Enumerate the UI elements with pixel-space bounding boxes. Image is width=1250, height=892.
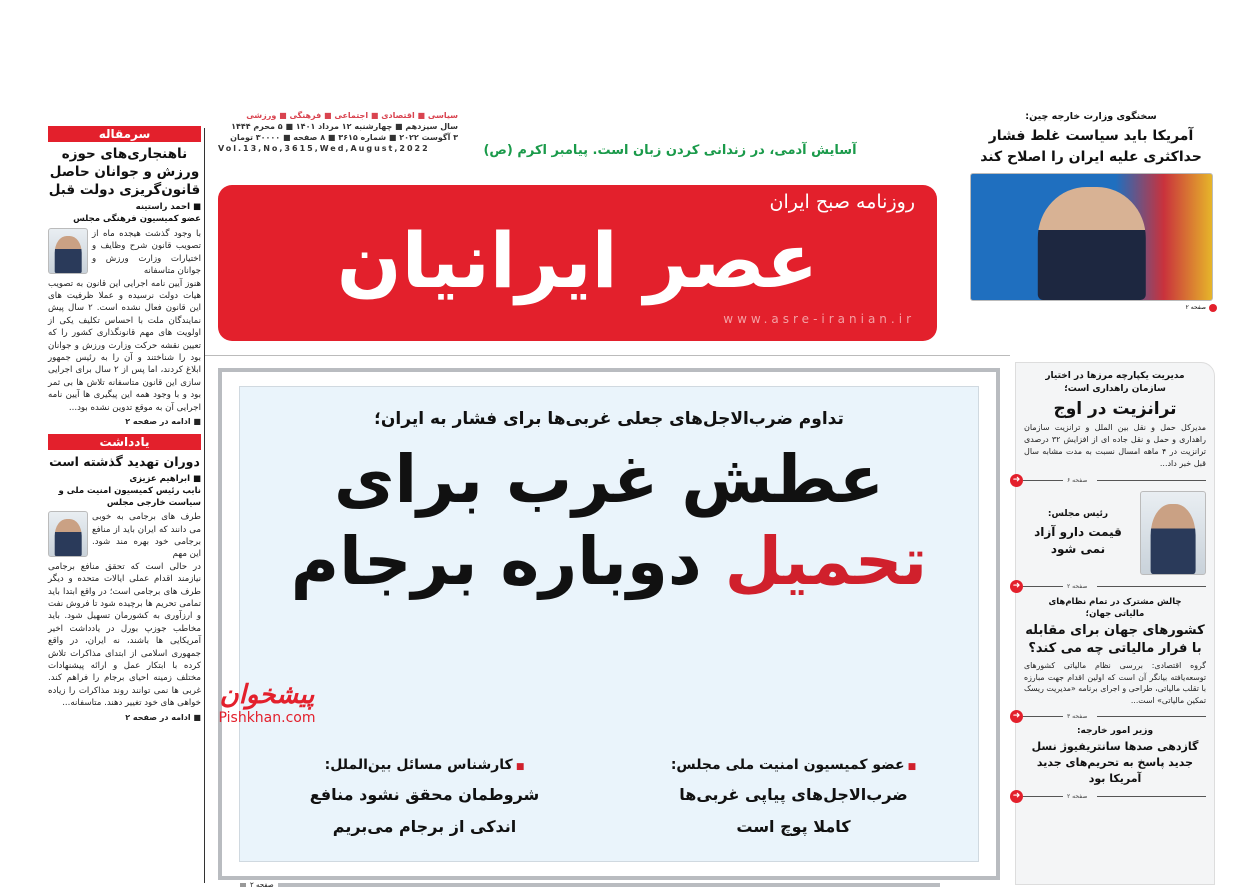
arrow-right-icon: ➜ xyxy=(1010,474,1023,487)
column-divider xyxy=(204,128,205,883)
issue-sections: سیاسی ■ اقتصادی ■ اجتماعی ■ فرهنگی ■ ورزشی xyxy=(246,111,458,120)
side-separator[interactable] xyxy=(1010,790,1206,802)
issue-line3: Vol.13,No,3615,Wed,August,2022 xyxy=(218,144,430,153)
sub-title: شروطمان محقق نشود منافع اندکی از برجام می‌بریم xyxy=(309,785,540,836)
side-body: گروه اقتصادی: بررسی نظام مالیاتی کشورهای توسعه‌یافته بیانگر آن است که اولین اقدام جهت مبارزه با تقلب مالیاتی، طراحی و اجرای برنامه «مدیریت ریسک تمکین مالیاتی» است... xyxy=(1024,661,1206,705)
top-story-page[interactable]: صفحه ۲ xyxy=(1185,304,1206,311)
lead-sub-story-1[interactable] xyxy=(609,757,978,843)
side-title: کشورهای جهان برای مقابله با فرار مالیاتی چه می کند؟ xyxy=(1025,623,1205,656)
lead-title-rest: دوباره برجام xyxy=(290,523,702,600)
left-column xyxy=(48,126,201,724)
top-story[interactable] xyxy=(965,110,1217,312)
issue-line2: ۳ آگوست ۲۰۲۲ ■ شماره ۳۶۱۵ ■ ۸ صفحه ■ ۳۰۰۰۰ تومان xyxy=(230,133,458,142)
arrow-right-icon: ➜ xyxy=(1010,710,1023,723)
bullet-icon: ■ xyxy=(512,762,525,772)
top-story-title: آمریکا باید سیاست غلط فشار حداکثری علیه ایران را اصلاح کند xyxy=(980,128,1202,165)
sub-kicker: عضو کمیسیون امنیت ملی مجلس: xyxy=(670,757,905,773)
page-ref-label: صفحه ۲ xyxy=(250,881,274,889)
side-separator[interactable] xyxy=(1010,710,1206,722)
note-body-top: طرف های برجامی به خوبی می دانند که ایران باید از منافع برجامی خود بهره مند شود. این مهم xyxy=(92,512,201,560)
lead-title-line1[interactable]: عطش غرب برای xyxy=(333,441,885,518)
side-story-3[interactable] xyxy=(1024,596,1206,706)
editorial-label: سرمقاله xyxy=(48,126,201,142)
sub-title: ضرب‌الاجل‌های پیاپی غربی‌ها کاملا پوچ است xyxy=(679,785,908,836)
masthead-name: عصر ایرانیان xyxy=(336,216,819,305)
side-title: گازدهی صدها سانتریفیوژ نسل جدید پاسخ به تحریم‌های جدید آمریکا بود xyxy=(1031,740,1199,785)
note-continued-link[interactable]: ■ ادامه در صفحه ۲ xyxy=(125,712,201,722)
masthead-logo[interactable] xyxy=(218,185,937,341)
editorial-column xyxy=(48,126,201,428)
top-story-photo xyxy=(970,173,1213,301)
lead-page-ref[interactable] xyxy=(240,881,940,889)
header-divider xyxy=(205,355,1010,356)
page-ref: صفحه ۳ xyxy=(1067,712,1088,720)
side-story-2[interactable] xyxy=(1024,491,1206,575)
watermark-fa: پیشخوان xyxy=(219,680,315,710)
editorial-body-top: با وجود گذشت هیجده ماه از تصویب قانون شرح وظایف و اختیارات وزارت ورزش و جوانان متاسفانه xyxy=(92,229,201,277)
note-author-role: نایب رئیس کمیسیون امنیت ملی و سیاست خارجی مجلس xyxy=(58,486,201,509)
bullet-icon: ■ xyxy=(904,762,917,772)
arrow-right-icon: ➜ xyxy=(1010,580,1023,593)
arrow-icon xyxy=(1209,304,1217,312)
issue-info xyxy=(218,110,458,154)
lead-title-red: تحمیل xyxy=(724,523,928,600)
side-story-4[interactable] xyxy=(1024,725,1206,787)
lead-sub-story-2[interactable] xyxy=(240,757,609,843)
page-ref: صفحه ۶ xyxy=(1067,476,1088,484)
side-kicker: رئیس مجلس: xyxy=(1047,509,1109,519)
sub-kicker: کارشناس مسائل بین‌الملل: xyxy=(324,757,513,773)
side-kicker: چالش مشترک در تمام نظام‌های مالیاتی جهان؛ xyxy=(1048,597,1182,619)
editorial-author: ■ احمد راستینه xyxy=(135,202,201,212)
masthead-tagline: روزنامه صبح ایران xyxy=(769,191,915,213)
side-body: مدیرکل حمل و نقل بین الملل و ترانزیت سازمان راهداری و حمل و نقل جاده ای از افزایش ۳۲ درصدی ترانزیت در ۴ ماهه امسال نسبت به مدت مشابه سال قبل خبر داد... xyxy=(1024,423,1206,468)
editorial-continued-link[interactable]: ■ ادامه در صفحه ۲ xyxy=(125,417,201,427)
editorial-author-role: عضو کمیسیون فرهنگی مجلس xyxy=(73,214,201,224)
side-separator[interactable] xyxy=(1010,580,1206,592)
side-kicker: وزیر امور خارجه: xyxy=(1076,726,1154,736)
page-ref: صفحه ۲ xyxy=(1067,582,1088,590)
side-separator[interactable] xyxy=(1010,474,1206,486)
lead-kicker: تداوم ضرب‌الاجل‌های جعلی غربی‌ها برای فشار به ایران؛ xyxy=(374,409,844,429)
note-body: در حالی است که تحقق منافع برجامی نیازمند اقدام عملی ایالات متحده و دیگر طرف های برجامی است؛ در واقع ابتدا باید تمامی تحریم ها برچیده شود تا فروش نفت و ارزآوری به کشورمان تسهیل شود. باید مخاطب جوزپ بورل در یادداشت اخیر آمریکایی ها باشند، نه ایران، در واقع جمهوری اسلامی از ابتدای مذاکرات تلاش کرده با ابتکار عمل و ارائه پیشنهادات مختلف زمینه احیای برجام را فراهم کند. غربی ها نمی توانند روند مذاکرات را زیاده خواهی های خود تغییر دهند. متاسفانه... xyxy=(48,561,201,709)
note-author-photo xyxy=(48,511,88,557)
editorial-title[interactable]: ناهنجاری‌های حوزه ورزش و جوانان حاصل قانون‌گریزی دولت قبل xyxy=(48,146,201,198)
masthead-url[interactable]: www.asre-iranian.ir xyxy=(723,312,915,326)
pishkhan-watermark xyxy=(212,680,322,726)
issue-line1: سال سیزدهم ■ چهارشنبه ۱۲ مرداد ۱۴۰۱ ■ ۵ محرم ۱۴۴۴ xyxy=(231,122,458,131)
lead-story-box xyxy=(218,368,1000,880)
note-label: یادداشت xyxy=(48,434,201,450)
side-title: قیمت دارو آزاد نمی شود xyxy=(1034,525,1122,556)
note-author: ■ ابراهیم عزیزی xyxy=(129,474,201,485)
note-title[interactable]: دوران تهدید گذشته است xyxy=(49,454,200,470)
daily-quote: آسایش آدمی، در زندانی کردن زبان است. پیامبر اکرم (ص) xyxy=(483,143,857,158)
side-kicker: مدیریت یکپارچه مرزها در اختیار سازمان راهداری است؛ xyxy=(1045,371,1185,394)
page-ref: صفحه ۲ xyxy=(1067,792,1088,800)
side-news-box xyxy=(1012,362,1215,885)
top-story-kicker: سخنگوی وزارت خارجه چین: xyxy=(1025,111,1157,122)
arrow-right-icon: ➜ xyxy=(1010,790,1023,803)
watermark-en: Pishkhan.com xyxy=(218,710,316,726)
note-column xyxy=(48,434,201,724)
lead-title-line2[interactable] xyxy=(240,521,978,603)
side-story-1[interactable] xyxy=(1024,370,1206,470)
side-title: ترانزیت در اوج xyxy=(1053,399,1177,419)
speaker-photo xyxy=(1140,491,1206,575)
editorial-body: هنوز آیین نامه اجرایی این قانون به تصویب هیات دولت نرسیده و عملا ظرفیت های این قانون فعال نشده است. ۲ سال پیش نمایندگان ملت با احساس تکلیف یکی از اولویت های مهم قانونگذاری کشور را که تعیین نقشه حرکت وزارت ورزش و جوانان بود را شناختند و آن را به رئیس جمهور ابلاغ کردند، اما پس از ۲ سال برای اجرایی سازی این قانون متاسفانه تلاش ها بی ثمر بود و با وجود همه این پیگیری ها آیین نامه اجرایی آن به موقع تدوین نشده بود... xyxy=(48,278,202,413)
editorial-author-photo xyxy=(48,228,88,274)
